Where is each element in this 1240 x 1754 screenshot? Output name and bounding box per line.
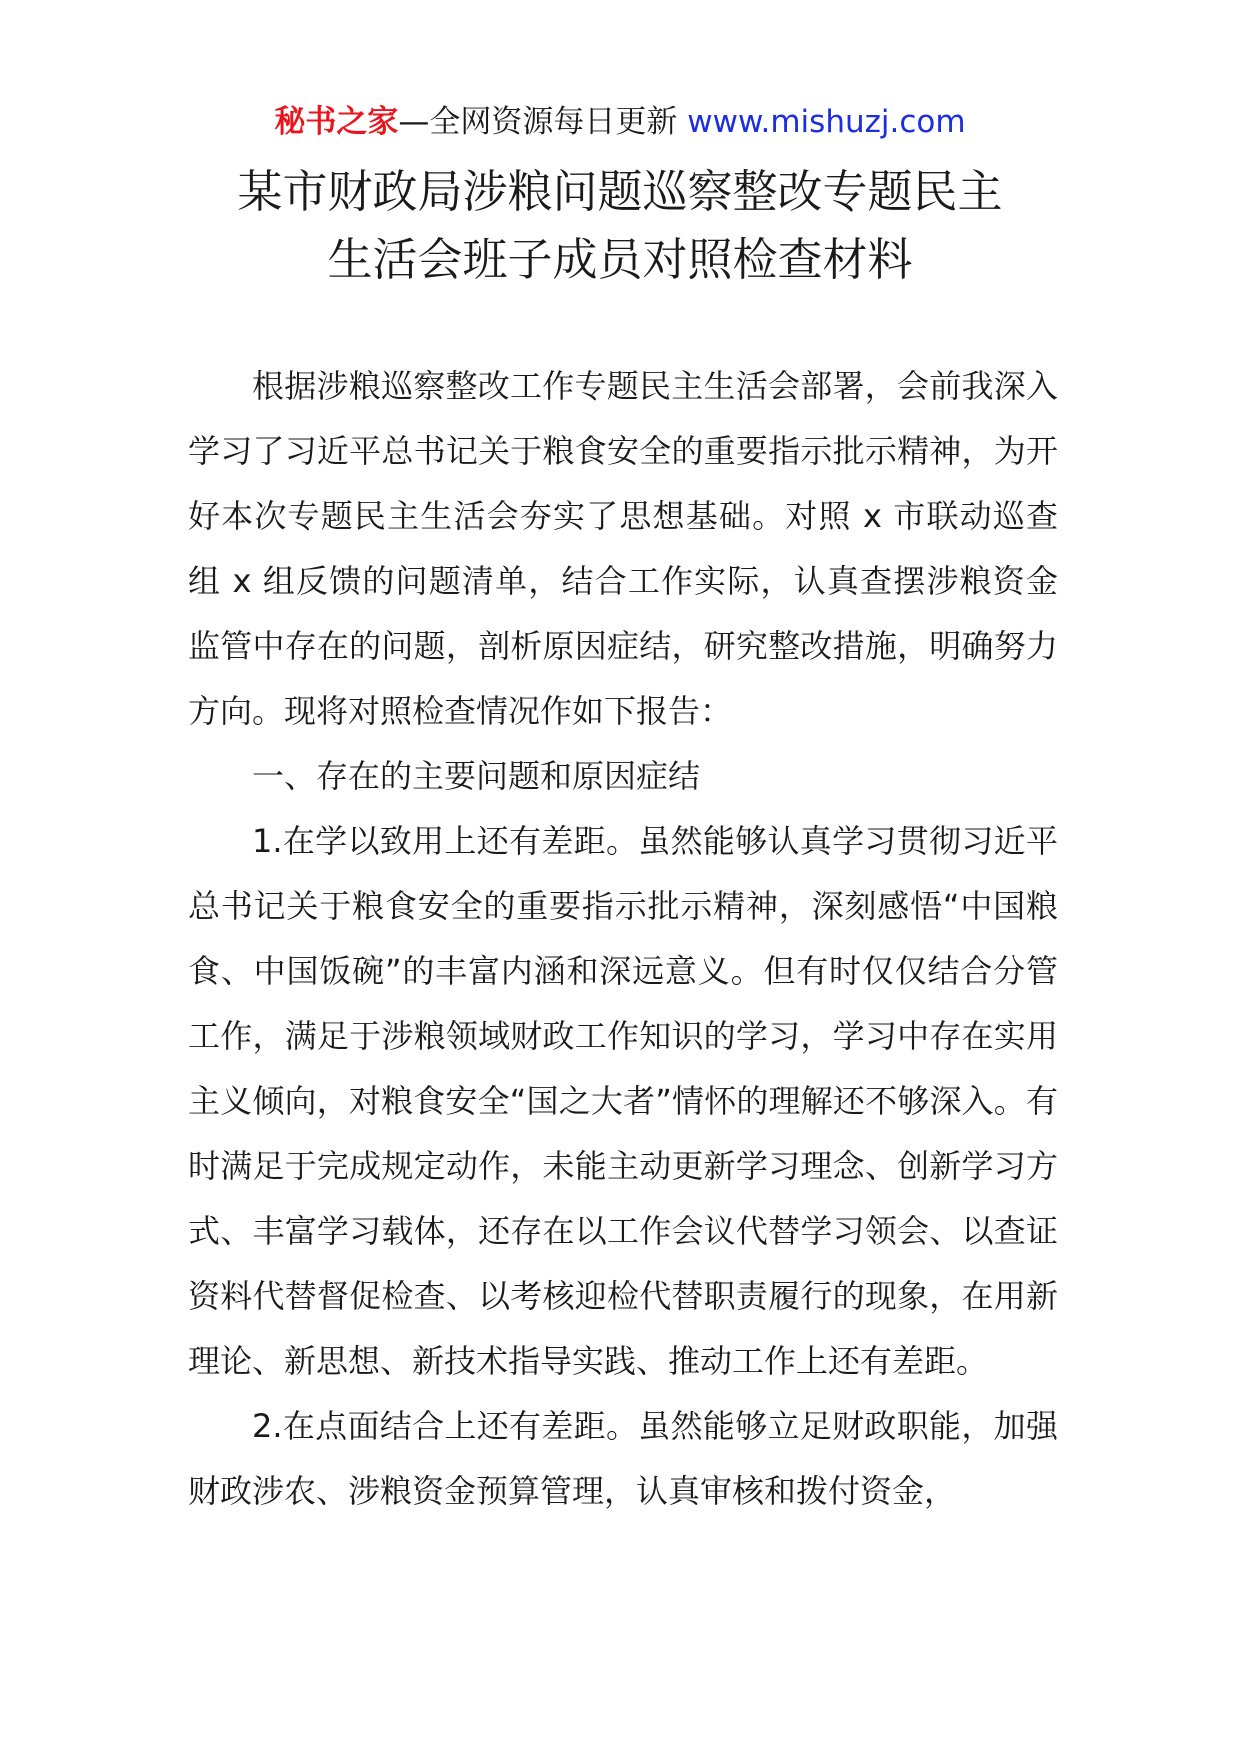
document-body	[188, 354, 1058, 1524]
brand-name: 秘书之家	[274, 104, 399, 140]
item-paragraph-1: 1.在学以致用上还有差距。虽然能够认真学习贯彻习近平总书记关于粮食安全的重要指示批示精神，深刻感悟“中国粮食、中国饭碗”的丰富内涵和深远意义。但有时仅仅结合分管工作，满足于涉粮领域财政工作知识的学习，学习中存在实用主义倾向，对粮食安全“国之大者”情怀的理解还不够深入。有时满足于完成规定动作，未能主动更新学习理念、创新学习方式、丰富学习载体，还存在以工作会议代替学习领会、以查证资料代替督促检查、以考核迎检代替职责履行的现象，在用新理论、新思想、新技术指导实践、推动工作上还有差距。	[188, 822, 1058, 1380]
website-link[interactable]: www.mishuzj.com	[687, 104, 966, 140]
section-heading: 一、存在的主要问题和原因症结	[252, 757, 701, 795]
document-title	[0, 158, 1240, 294]
header-banner	[0, 100, 1240, 144]
banner-tagline: —全网资源每日更新	[398, 104, 688, 140]
title-line-2: 生活会班子成员对照检查材料	[327, 233, 913, 286]
intro-paragraph: 根据涉粮巡察整改工作专题民主生活会部署，会前我深入学习了习近平总书记关于粮食安全的重要指示批示精神，为开好本次专题民主生活会夯实了思想基础。对照 x 市联动巡查组 x 组反馈的问题清单，结合工作实际，认真查摆涉粮资金监管中存在的问题，剖析原因症结，研究整改措施，明确努力方向。现将对照检查情况作如下报告：	[188, 367, 1058, 730]
item-paragraph-2: 2.在点面结合上还有差距。虽然能够立足财政职能，加强财政涉农、涉粮资金预算管理，认真审核和拨付资金，	[188, 1407, 1058, 1510]
title-line-1: 某市财政局涉粮问题巡察整改专题民主	[237, 165, 1003, 218]
